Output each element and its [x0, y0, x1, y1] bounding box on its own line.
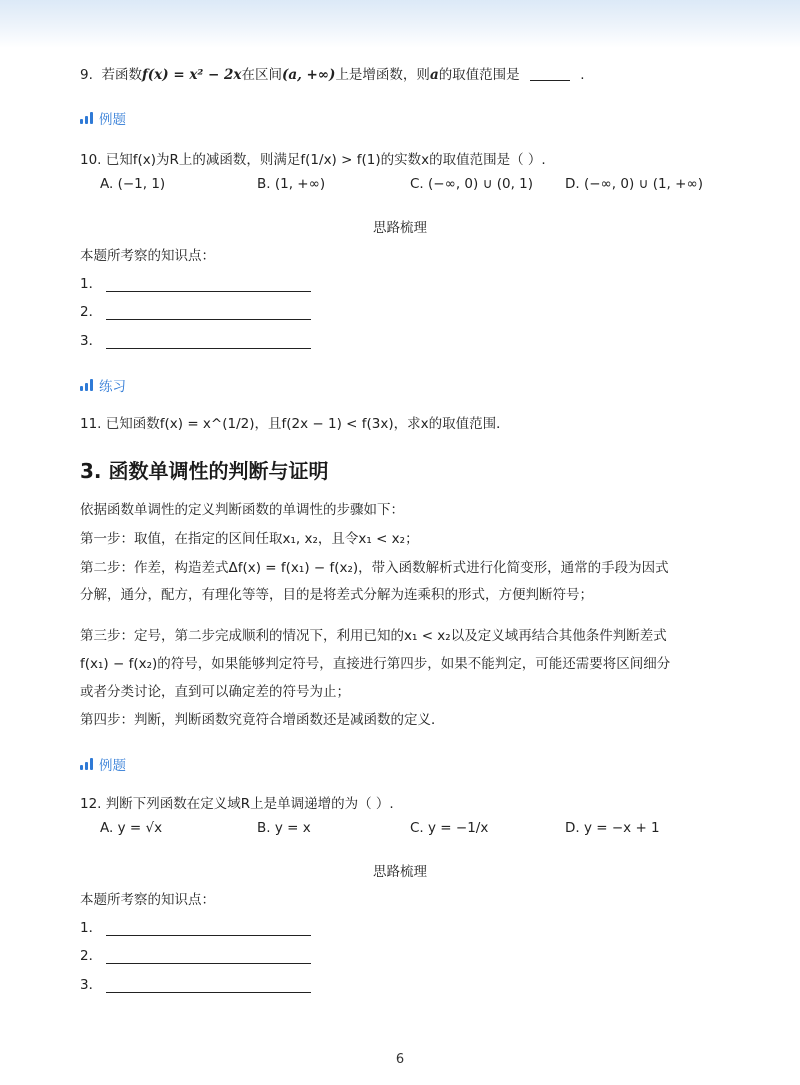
- practice-section-label: 练习: [80, 375, 126, 395]
- step-3-line-1: 第三步：定号，第二步完成顺利的情况下，利用已知的x₁ < x₂以及定义域再结合其他条件判断差式: [80, 628, 667, 644]
- step-2-line-2: 分解，通分，配方，有理化等等，目的是将差式分解为连乘积的形式，方便判断符号；: [80, 587, 593, 603]
- option-d: D. (−∞, 0) ∪ (1, +∞): [565, 176, 703, 192]
- option-c: C. (−∞, 0) ∪ (0, 1): [410, 176, 534, 192]
- knowledge-line-2: 2．: [80, 300, 311, 320]
- knowledge-line-3: 3．: [80, 973, 311, 993]
- step-1: 第一步：取值，在指定的区间任取x₁, x₂，且令x₁ < x₂；: [80, 531, 419, 547]
- answer-line[interactable]: [106, 279, 311, 292]
- step-3-line-3: 或者分类讨论，直到可以确定差的符号为止；: [80, 684, 350, 700]
- answer-line[interactable]: [106, 336, 311, 349]
- step-3-line-2: f(x₁) − f(x₂)的符号，如果能够判定符号，直接进行第四步，如果不能判定，可能还需要将区间细分: [80, 656, 671, 672]
- option-a: A. y = √x: [100, 820, 163, 836]
- bar-chart-icon: [80, 758, 93, 770]
- question-11: 11. 已知函数f(x) = x^(1/2)，且f(2x − 1) < f(3x)，求x的取值范围．: [80, 416, 510, 432]
- thinking-heading: 思路梳理: [373, 864, 427, 880]
- page-number: 6: [395, 1052, 405, 1067]
- knowledge-line-3: 3．: [80, 329, 311, 349]
- bar-chart-icon: [80, 112, 93, 124]
- option-d: D. y = −x + 1: [565, 820, 660, 836]
- example-section-label: 例题: [80, 754, 126, 774]
- question-12: 12. 判断下列函数在定义域R上是单调递增的为（ ）.: [80, 796, 394, 812]
- knowledge-line-1: 1．: [80, 916, 311, 936]
- answer-line[interactable]: [106, 307, 311, 320]
- answer-blank[interactable]: [530, 80, 570, 81]
- step-2-line-1: 第二步：作差，构造差式Δf(x) = f(x₁) − f(x₂)，带入函数解析式进行化简变形，通常的手段为因式: [80, 560, 669, 576]
- question-10: 10. 已知f(x)为R上的减函数，则满足f(1/x) > f(1)的实数x的取值范围是（ ）.: [80, 152, 546, 168]
- knowledge-line-1: 1．: [80, 272, 311, 292]
- option-b: B. y = x: [257, 820, 311, 836]
- knowledge-points-label: 本题所考察的知识点：: [80, 248, 215, 264]
- example-section-label: 例题: [80, 108, 126, 128]
- option-b: B. (1, +∞): [257, 176, 326, 192]
- knowledge-line-2: 2．: [80, 944, 311, 964]
- answer-line[interactable]: [106, 980, 311, 993]
- section-intro: 依据函数单调性的定义判断函数的单调性的步骤如下：: [80, 502, 404, 518]
- knowledge-points-label: 本题所考察的知识点：: [80, 892, 215, 908]
- bar-chart-icon: [80, 379, 93, 391]
- thinking-heading: 思路梳理: [373, 220, 427, 236]
- step-4: 第四步：判断，判断函数究竟符合增函数还是减函数的定义．: [80, 712, 445, 728]
- answer-line[interactable]: [106, 923, 311, 936]
- header-band: [0, 0, 800, 48]
- option-c: C. y = −1/x: [410, 820, 489, 836]
- question-9: 9. 若函数f(x) = x² − 2x在区间(a, +∞)上是增函数，则a的取值范围是 .: [80, 67, 585, 83]
- option-a: A. (−1, 1): [100, 176, 166, 192]
- answer-line[interactable]: [106, 951, 311, 964]
- section-title: 3. 函数单调性的判断与证明: [80, 459, 329, 483]
